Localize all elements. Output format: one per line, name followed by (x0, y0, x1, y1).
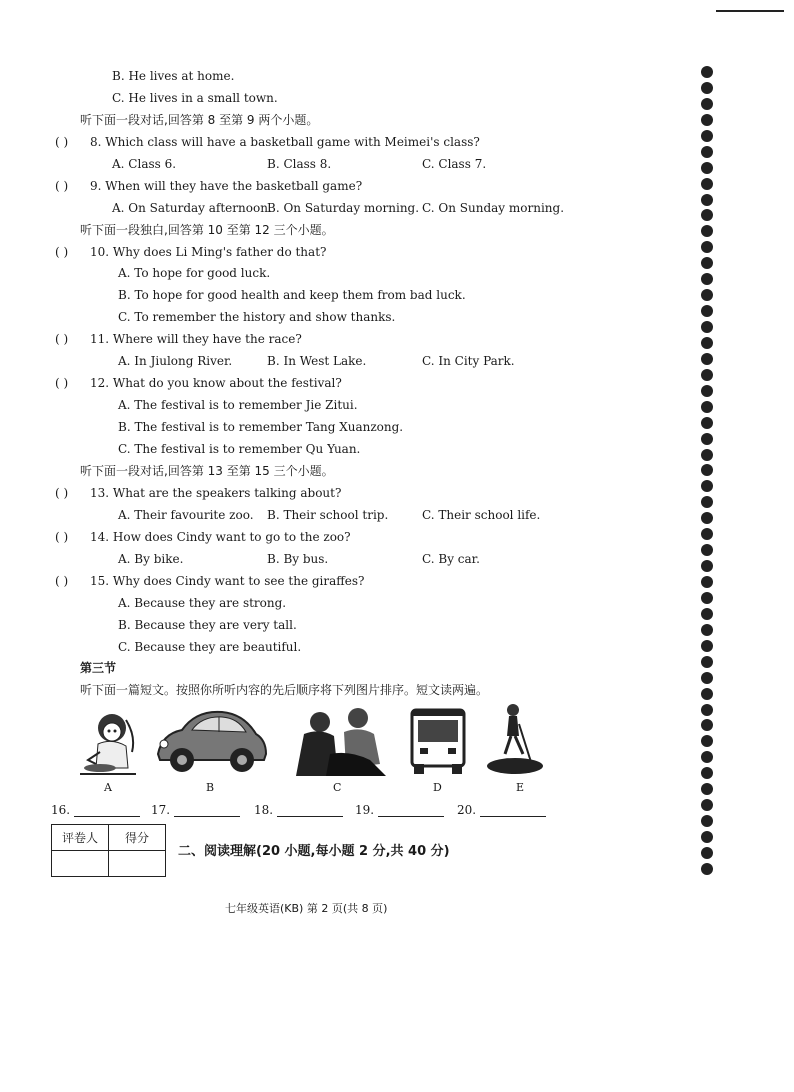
section-3-title: 第三节 (80, 661, 117, 675)
binding-hole (701, 321, 713, 333)
q14-option-b: B. By bus. (267, 552, 329, 566)
q8-option-b: B. Class 8. (267, 157, 332, 171)
question-15: 15. Why does Cindy want to see the giraffes? (90, 574, 365, 588)
q13-option-b: B. Their school trip. (267, 508, 389, 522)
question-11: 11. Where will they have the race? (90, 332, 302, 346)
binding-hole (701, 640, 713, 652)
question-13: 13. What are the speakers talking about? (90, 486, 342, 500)
binding-hole (701, 799, 713, 811)
binding-hole (701, 672, 713, 684)
binding-hole (701, 767, 713, 779)
binding-hole (701, 496, 713, 508)
instruction-13-15: 听下面一段对话,回答第 13 至第 15 三个小题。 (80, 464, 334, 478)
answer-paren-13[interactable]: ( ) (55, 486, 69, 500)
q11-option-c: C. In City Park. (422, 354, 515, 368)
answer-blank-20[interactable] (457, 803, 546, 817)
q8-option-a: A. Class 6. (112, 157, 177, 171)
score-cell[interactable] (109, 851, 166, 877)
binding-hole (701, 369, 713, 381)
instruction-8-9: 听下面一段对话,回答第 8 至第 9 两个小题。 (80, 113, 319, 127)
picture-label-b: B (206, 781, 215, 794)
binding-hole (701, 576, 713, 588)
binding-hole (701, 225, 713, 237)
question-9: 9. When will they have the basketball game? (90, 179, 363, 193)
binding-hole (701, 719, 713, 731)
picture-a-girl-cooking (76, 706, 140, 778)
answer-paren-11[interactable]: ( ) (55, 332, 69, 346)
binding-hole (701, 480, 713, 492)
binding-hole (701, 704, 713, 716)
answer-blank-19[interactable] (355, 803, 444, 817)
blank-number: 20. (457, 803, 477, 817)
binding-hole (701, 528, 713, 540)
binding-hole (701, 688, 713, 700)
q10-option-c: C. To remember the history and show thanks. (118, 310, 396, 324)
question-14: 14. How does Cindy want to go to the zoo? (90, 530, 351, 544)
binding-hole (701, 417, 713, 429)
picture-label-e: E (516, 781, 525, 794)
q11-option-a: A. In Jiulong River. (118, 354, 233, 368)
answer-paren-9[interactable]: ( ) (55, 179, 69, 193)
binding-hole (701, 751, 713, 763)
binding-hole (701, 863, 713, 875)
binding-hole (701, 162, 713, 174)
binding-hole (701, 273, 713, 285)
binding-hole (701, 512, 713, 524)
reviewer-header: 评卷人 (52, 825, 109, 851)
picture-e-mopping (483, 702, 547, 776)
blank-number: 16. (51, 803, 71, 817)
binding-hole (701, 337, 713, 349)
answer-paren-14[interactable]: ( ) (55, 530, 69, 544)
blank-line[interactable] (378, 804, 444, 817)
q14-option-a: A. By bike. (118, 552, 184, 566)
answer-paren-8[interactable]: ( ) (55, 135, 69, 149)
question-10: 10. Why does Li Ming's father do that? (90, 245, 327, 259)
answer-blank-16[interactable] (51, 803, 140, 817)
blank-number: 19. (355, 803, 375, 817)
q14-option-c: C. By car. (422, 552, 480, 566)
question-12: 12. What do you know about the festival? (90, 376, 342, 390)
blank-line[interactable] (277, 804, 343, 817)
question-8: 8. Which class will have a basketball game with Meimei's class? (90, 135, 480, 149)
q10-option-a: A. To hope for good luck. (118, 266, 271, 280)
binding-hole (701, 82, 713, 94)
binding-hole (701, 241, 713, 253)
picture-label-d: D (433, 781, 442, 794)
q11-option-b: B. In West Lake. (267, 354, 367, 368)
blank-number: 18. (254, 803, 274, 817)
answer-paren-12[interactable]: ( ) (55, 376, 69, 390)
part-2-heading: 二、阅读理解(20 小题,每小题 2 分,共 40 分) (178, 844, 450, 859)
blank-number: 17. (151, 803, 171, 817)
reviewer-cell[interactable] (52, 851, 109, 877)
top-rule (716, 10, 784, 12)
q9-option-a: A. On Saturday afternoon. (112, 201, 272, 215)
answer-paren-10[interactable]: ( ) (55, 245, 69, 259)
binding-hole (701, 783, 713, 795)
picture-c-people (290, 704, 392, 776)
q10-option-b: B. To hope for good health and keep them from bad luck. (118, 288, 466, 302)
q15-option-b: B. Because they are very tall. (118, 618, 297, 632)
binding-hole (701, 847, 713, 859)
binding-hole (701, 289, 713, 301)
blank-line[interactable] (480, 804, 546, 817)
binding-hole (701, 544, 713, 556)
picture-label-c: C (333, 781, 342, 794)
q12-option-c: C. The festival is to remember Qu Yuan. (118, 442, 361, 456)
q12-option-a: A. The festival is to remember Jie Zitui. (118, 398, 358, 412)
binding-hole (701, 305, 713, 317)
q13-option-a: A. Their favourite zoo. (118, 508, 254, 522)
page-footer: 七年级英语(KB) 第 2 页(共 8 页) (225, 902, 388, 915)
blank-line[interactable] (74, 804, 140, 817)
binding-hole (701, 194, 713, 206)
binding-hole (701, 449, 713, 461)
q8-option-c: C. Class 7. (422, 157, 487, 171)
binding-hole (701, 735, 713, 747)
binding-hole (701, 130, 713, 142)
binding-hole (701, 353, 713, 365)
q12-option-b: B. The festival is to remember Tang Xuanzong. (118, 420, 404, 434)
picture-b-car (152, 704, 270, 776)
binding-hole (701, 385, 713, 397)
binding-hole (701, 433, 713, 445)
blank-line[interactable] (174, 804, 240, 817)
binding-hole (701, 464, 713, 476)
answer-blank-17[interactable] (151, 803, 240, 817)
q15-option-c: C. Because they are beautiful. (118, 640, 302, 654)
binding-hole (701, 146, 713, 158)
binding-hole (701, 831, 713, 843)
answer-blank-18[interactable] (254, 803, 343, 817)
q15-option-a: A. Because they are strong. (118, 596, 287, 610)
instruction-10-12: 听下面一段独白,回答第 10 至第 12 三个小题。 (80, 223, 334, 237)
option-b: B. He lives at home. (112, 69, 235, 83)
binding-hole (701, 656, 713, 668)
binding-hole (701, 66, 713, 78)
binding-hole (701, 114, 713, 126)
answer-paren-15[interactable]: ( ) (55, 574, 69, 588)
picture-label-a: A (104, 781, 112, 794)
binding-hole (701, 209, 713, 221)
binding-hole (701, 815, 713, 827)
score-header: 得分 (109, 825, 166, 851)
grade-table (51, 824, 166, 877)
q13-option-c: C. Their school life. (422, 508, 541, 522)
q9-option-b: B. On Saturday morning. (267, 201, 420, 215)
binding-hole (701, 257, 713, 269)
section-3-instruction: 听下面一篇短文。按照你所听内容的先后顺序将下列图片排序。短文读两遍。 (80, 683, 489, 697)
binding-hole (701, 608, 713, 620)
picture-d-bus (406, 706, 470, 776)
q9-option-c: C. On Sunday morning. (422, 201, 565, 215)
binding-hole (701, 401, 713, 413)
binding-hole (701, 98, 713, 110)
binding-hole (701, 560, 713, 572)
binding-hole (701, 178, 713, 190)
binding-hole (701, 624, 713, 636)
binding-hole (701, 592, 713, 604)
binding-holes (701, 66, 717, 879)
option-c: C. He lives in a small town. (112, 91, 278, 105)
